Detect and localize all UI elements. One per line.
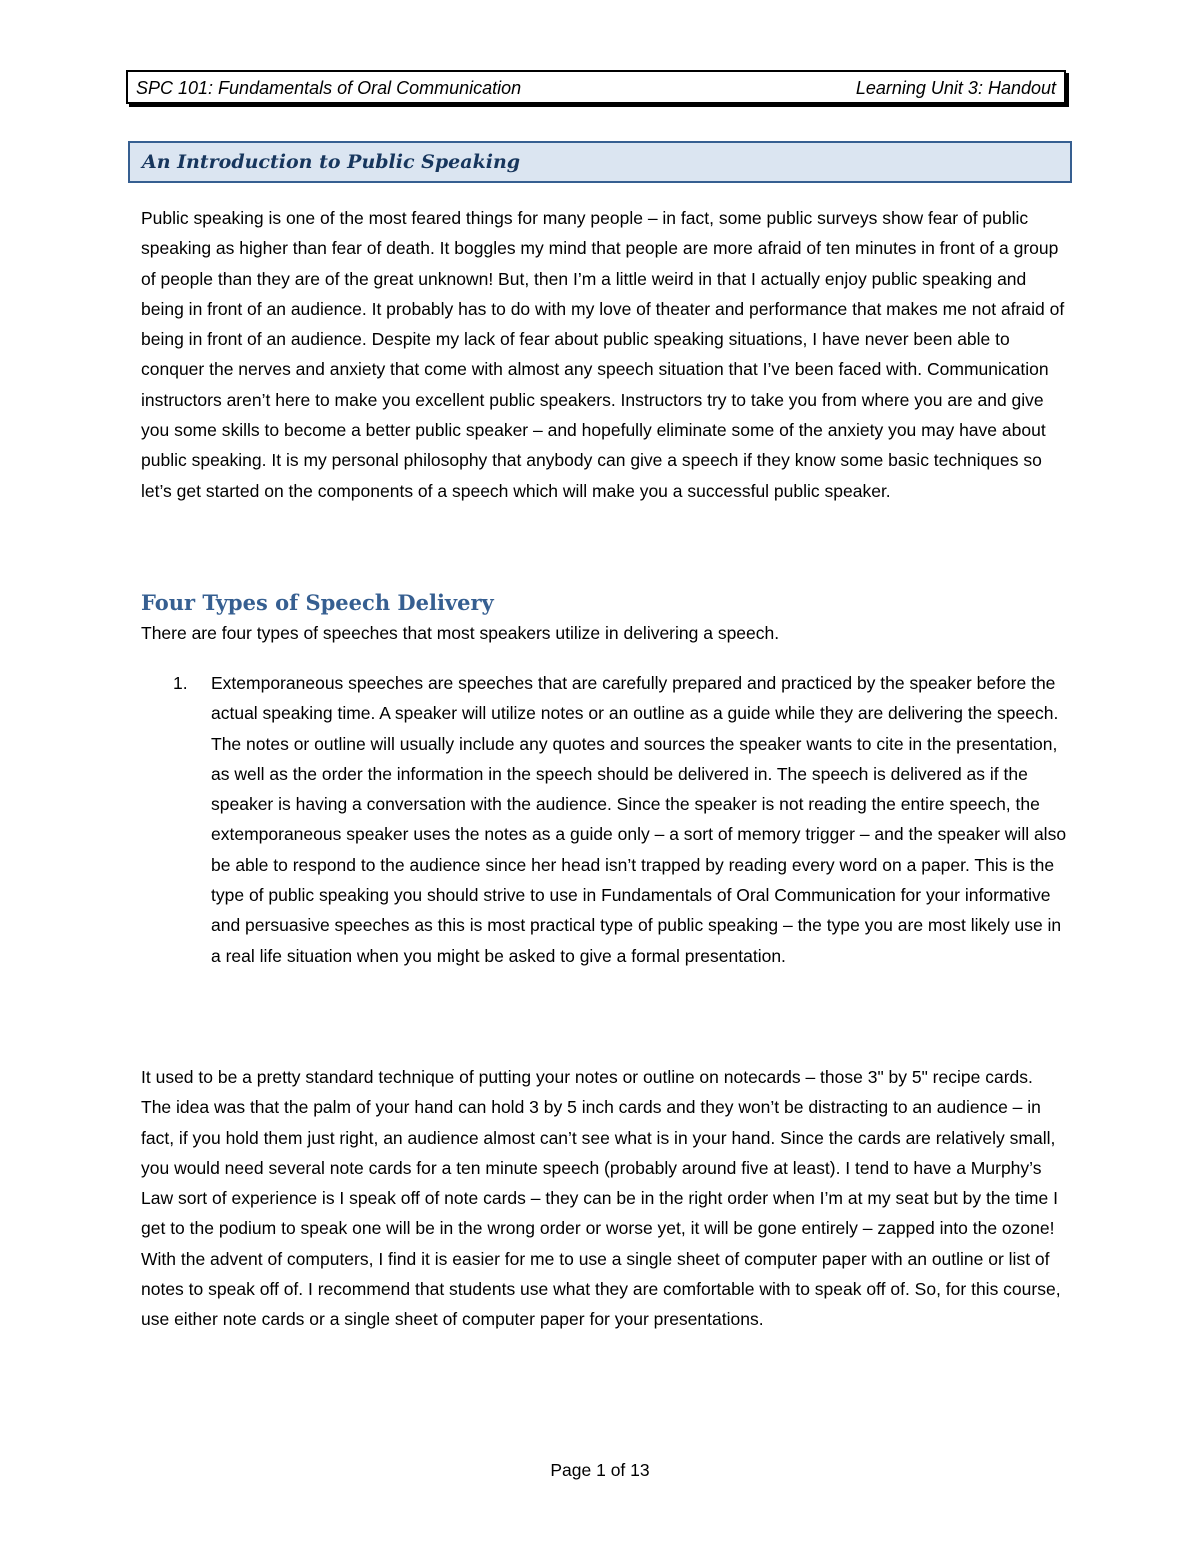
page-number: Page 1 of 13 <box>550 1460 650 1480</box>
page-title: An Introduction to Public Speaking <box>142 151 521 173</box>
title-banner <box>128 141 1072 183</box>
section-lead: There are four types of speeches that most speakers utilize in delivering a speech. <box>141 623 780 643</box>
handout-label: Learning Unit 3: Handout <box>855 78 1056 98</box>
intro-paragraph: Public speaking is one of the most feared things for many people – in fact, some public surveys show fear of public speaking as higher than fear of death. It boggles my mind that people are more afraid of ten minutes in front of a group of people than they are of the great unknown! But, then I’m a little weird in that I actually enjoy public speaking and being in front of an audience. It probably has to do with my love of theater and performance that makes me not afraid of being in front of an audience. Despite my lack of fear about public speaking situations, I have never been able to conquer the nerves and anxiety that come with almost any speech situation that I’ve been faced with. Communication instructors aren’t here to make you excellent public speakers. Instructors try to take you from where you are and give you some skills to become a better public speaker – and hopefully eliminate some of the anxiety you may have about public speaking. It is my personal philosophy that anybody can give a speech if they know some basic techniques so let’s get started on the components of a speech which will make you a successful public speaker. <box>141 208 1065 501</box>
section-heading: Four Types of Speech Delivery <box>141 590 494 615</box>
list-item-number: 1. <box>173 673 188 693</box>
course-title: SPC 101: Fundamentals of Oral Communication <box>136 78 522 98</box>
page-header <box>126 70 1066 104</box>
list-item: Extemporaneous speeches are speeches that are carefully prepared and practiced by the speaker before the actual speaking time. A speaker will utilize notes or an outline as a guide while they are delivering the speech. The notes or outline will usually include any quotes and sources the speaker wants to cite in the presentation, as well as the order the information in the speech should be delivered in. The speech is delivered as if the speaker is having a conversation with the audience. Since the speaker is not reading the entire speech, the extemporaneous speaker uses the notes as a guide only – a sort of memory trigger – and the speaker will also be able to respond to the audience since her head isn’t trapped by reading every word on a paper. This is the type of public speaking you should strive to use in Fundamentals of Oral Communication for your informative and persuasive speeches as this is most practical type of public speaking – the type you are most likely use in a real life situation when you might be asked to give a formal presentation. <box>211 673 1067 966</box>
notecards-paragraph: It used to be a pretty standard technique of putting your notes or outline on notecards – those 3" by 5" recipe cards. The idea was that the palm of your hand can hold 3 by 5 inch cards and they won’t be distracting to an audience – in fact, if you hold them just right, an audience almost can’t see what is in your hand. Since the cards are relatively small, you would need several note cards for a ten minute speech (probably around five at least). I tend to have a Murphy’s Law sort of experience is I speak off of note cards – they can be in the right order when I’m at my seat but by the time I get to the podium to speak one will be in the wrong order or worse yet, it will be gone entirely – zapped into the ozone! With the advent of computers, I find it is easier for me to use a single sheet of computer paper with an outline or list of notes to speak off of. I recommend that students use what they are comfortable with to speak off of. So, for this course, use either note cards or a single sheet of computer paper for your presentations. <box>141 1067 1061 1330</box>
